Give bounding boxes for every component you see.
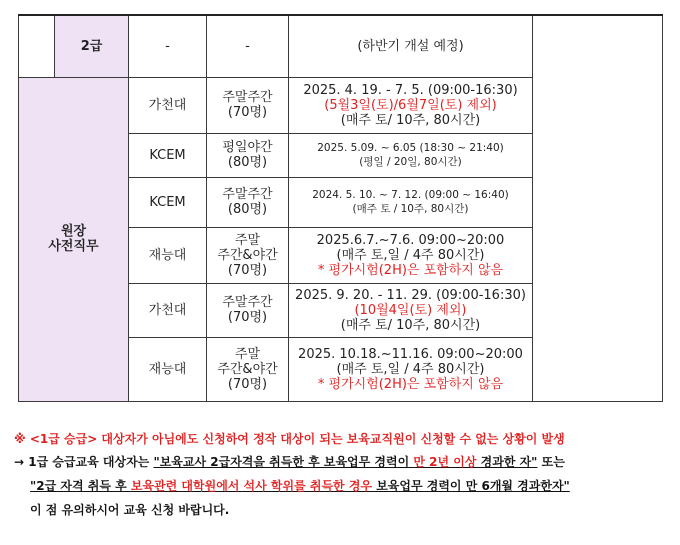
type-line: 주말주간 — [222, 187, 273, 202]
period-cell — [289, 177, 533, 227]
notice-criteria-1-end: 경과한 자" — [476, 455, 538, 469]
notice-section — [14, 428, 674, 522]
course-schedule-table — [18, 14, 663, 402]
period-cell: (하반기 개설 예정) — [289, 15, 533, 77]
remarks-cell — [533, 15, 663, 401]
period-exception: (5월3일(토)/6월7일(토) 제외) — [324, 97, 497, 113]
institution-cell: KCEM — [129, 133, 207, 177]
period-cell — [289, 77, 533, 133]
period-cell — [289, 227, 533, 283]
period-line: 2025. 10.18.~11.16. 09:00~20:00 — [298, 346, 523, 362]
category-cell — [19, 77, 129, 401]
blank-cell — [19, 15, 55, 77]
notice-criteria-2-end: 보육업무 경력이 만 6개월 경과한자" — [372, 479, 570, 493]
table-row-2grade — [19, 15, 663, 77]
category-line1: 원장 — [60, 224, 87, 239]
type-line: (70명) — [227, 105, 268, 120]
period-exception: * 평가시험(2H)은 포함하지 않음 — [317, 376, 504, 392]
type-line: (70명) — [227, 262, 268, 278]
period-cell — [289, 337, 533, 401]
notice-eligibility — [14, 450, 674, 474]
type-line: 주말 — [234, 232, 261, 248]
period-line: (평일 / 20일, 80시간) — [359, 156, 462, 168]
category-line2: 사전직무 — [48, 239, 99, 254]
institution-cell: 가천대 — [129, 77, 207, 133]
period-exception: * 평가시험(2H)은 포함하지 않음 — [317, 262, 504, 278]
period-line: 2025. 9. 20. - 11. 29. (09:00-16:30) — [295, 287, 526, 303]
notice-alternative — [14, 474, 674, 498]
institution-cell: KCEM — [129, 177, 207, 227]
notice-criteria-1-highlight: 만 2년 이상 — [413, 455, 477, 469]
period-line: (매주 토,일 / 4주 80시간) — [336, 361, 485, 377]
period-line: 2025. 4. 19. - 7. 5. (09:00-16:30) — [303, 82, 518, 98]
notice-criteria-2-text: "2급 자격 취득 후 — [30, 479, 131, 493]
type-line: 주간&야간 — [217, 247, 278, 263]
institution-cell: 재능대 — [129, 337, 207, 401]
type-cell — [207, 133, 289, 177]
type-line: 주말 — [234, 346, 261, 362]
type-line: 주간&야간 — [217, 361, 278, 377]
notice-criteria-1-text: "보육교사 2급자격을 취득한 후 보육업무 경력이 — [153, 455, 414, 469]
institution-cell: 재능대 — [129, 227, 207, 283]
type-cell — [207, 337, 289, 401]
period-exception: (10월4일(토) 제외) — [354, 302, 467, 318]
type-line: (70명) — [227, 376, 268, 392]
type-line: 평일야간 — [222, 140, 273, 155]
notice-warning: ※ <1급 승급> 대상자가 아님에도 신청하여 정작 대상이 되는 보육교직원이 신청할 수 없는 상황이 발생 — [14, 432, 565, 446]
type-cell — [207, 177, 289, 227]
type-cell — [207, 227, 289, 283]
period-line: 2024. 5. 10. ~ 7. 12. (09:00 ~ 16:40) — [312, 189, 509, 201]
notice-or: 또는 — [537, 455, 565, 469]
period-line: (매주 토/ 10주, 80시간) — [340, 317, 481, 333]
notice-closing: 이 점 유의하시어 교육 신청 바랍니다. — [30, 503, 230, 517]
type-cell: - — [207, 15, 289, 77]
type-line: (70명) — [227, 310, 268, 325]
grade-cell: 2급 — [55, 15, 129, 77]
period-cell — [289, 133, 533, 177]
type-line: 주말주간 — [222, 295, 273, 310]
type-cell — [207, 283, 289, 337]
notice-prefix: → 1급 승급교육 대상자는 — [14, 455, 154, 469]
notice-criteria-2 — [30, 479, 570, 493]
notice-criteria-1 — [153, 455, 537, 469]
period-line: 2025. 5.09. ~ 6.05 (18:30 ~ 21:40) — [317, 142, 504, 154]
period-cell — [289, 283, 533, 337]
period-line: (매주 토 / 10주, 80시간) — [352, 203, 469, 215]
type-line: (80명) — [227, 202, 268, 217]
institution-cell: 가천대 — [129, 283, 207, 337]
type-cell — [207, 77, 289, 133]
period-line: (매주 토/ 10주, 80시간) — [340, 112, 481, 128]
period-line: 2025.6.7.~7.6. 09:00~20:00 — [316, 232, 505, 248]
notice-criteria-2-highlight: 보육관련 대학원에서 석사 학위를 취득한 경우 — [130, 479, 373, 493]
type-line: (80명) — [227, 155, 268, 170]
period-line: (매주 토,일 / 4주 80시간) — [336, 247, 485, 263]
type-line: 주말주간 — [222, 90, 273, 105]
institution-cell: - — [129, 15, 207, 77]
